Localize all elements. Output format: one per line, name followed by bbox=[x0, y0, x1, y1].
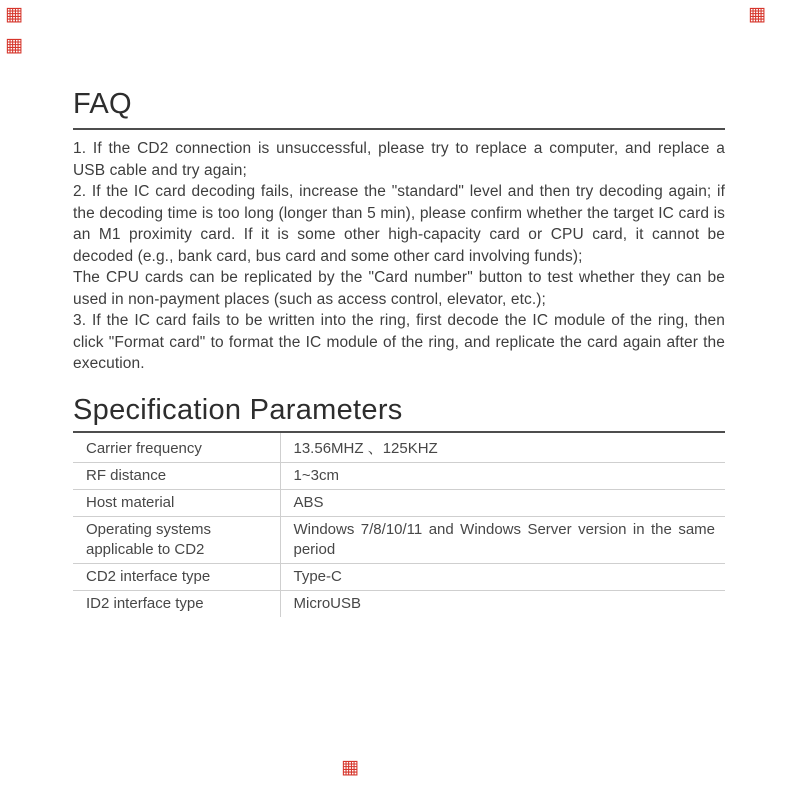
spec-label: Host material bbox=[73, 490, 280, 517]
spec-row-operating-systems bbox=[73, 517, 725, 564]
specs-title: Specification Parameters bbox=[73, 393, 403, 426]
spec-label: ID2 interface type bbox=[73, 591, 280, 618]
specs-table bbox=[73, 433, 725, 617]
faq-paragraph-1: 1. If the CD2 connection is unsuccessful, please try to replace a computer, and replace a USB cable and try again; bbox=[73, 140, 725, 179]
spec-value: Type-C bbox=[280, 564, 725, 591]
specs-section bbox=[73, 395, 725, 617]
faq-title: FAQ bbox=[73, 88, 132, 120]
spec-label: CD2 interface type bbox=[73, 564, 280, 591]
spec-value: 1~3cm bbox=[280, 463, 725, 490]
faq-paragraph-2: 2. If the IC card decoding fails, increase the "standard" level and then try decoding again; if the decoding time is too long (longer than 5 min), please confirm whether the target IC card is an M1 proximity card. If it is some other high-capacity card or CPU card, it cannot be decoded (e.g., bank card, bus card and some other card involving funds); bbox=[73, 183, 725, 265]
red-seal-icon: ▦ bbox=[341, 756, 359, 778]
red-seal-icon: ▦ bbox=[5, 34, 23, 56]
faq-divider bbox=[73, 128, 725, 130]
faq-paragraph-3: The CPU cards can be replicated by the "Card number" button to test whether they can be used in non-payment places (such as access control, elevator, etc.); bbox=[73, 269, 725, 308]
content-area bbox=[73, 89, 725, 617]
spec-row-host-material bbox=[73, 490, 725, 517]
spec-row-carrier-frequency bbox=[73, 433, 725, 463]
spec-row-cd2-interface bbox=[73, 564, 725, 591]
spec-label: Carrier frequency bbox=[73, 433, 280, 463]
spec-row-id2-interface bbox=[73, 591, 725, 618]
red-seal-icon: ▦ bbox=[5, 3, 23, 25]
spec-value: Windows 7/8/10/11 and Windows Server version in the same period bbox=[280, 517, 725, 564]
faq-paragraph-4: 3. If the IC card fails to be written into the ring, first decode the IC module of the ring, then click "Format card" to format the IC module of the ring, and replicate the card again after the execution. bbox=[73, 312, 725, 373]
spec-row-rf-distance bbox=[73, 463, 725, 490]
red-seal-icon: ▦ bbox=[748, 3, 766, 25]
spec-value: MicroUSB bbox=[293, 595, 362, 613]
spec-value: 13.56MHZ 、125KHZ bbox=[280, 433, 725, 463]
faq-body bbox=[73, 138, 725, 375]
spec-label: Operating systems applicable to CD2 bbox=[73, 517, 280, 564]
faq-section bbox=[73, 89, 725, 375]
spec-label: RF distance bbox=[73, 463, 280, 490]
spec-value: ABS bbox=[280, 490, 725, 517]
